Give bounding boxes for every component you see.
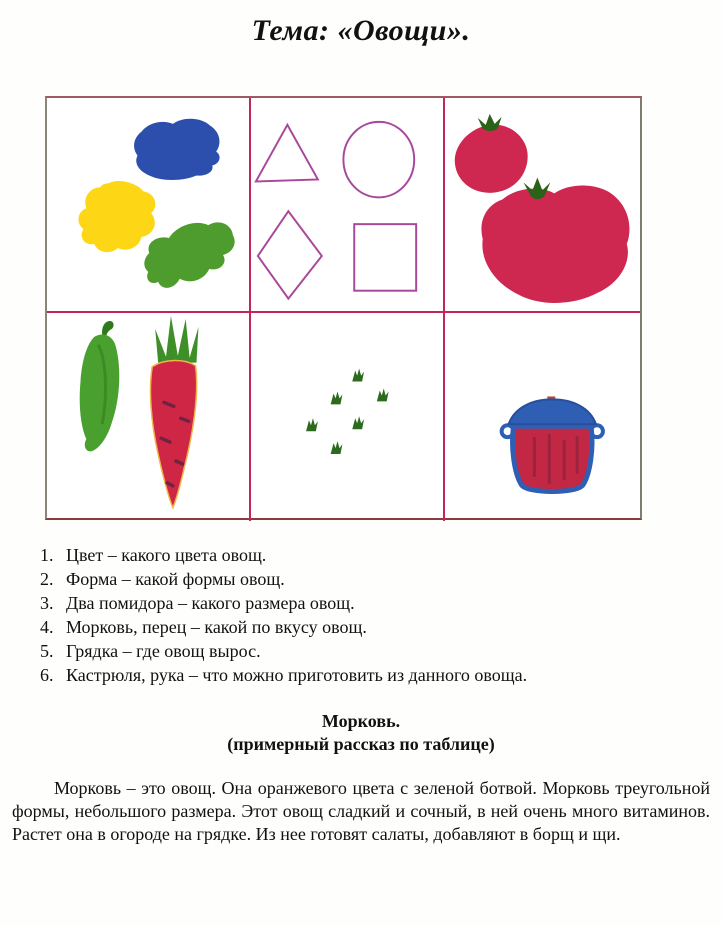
carrot-top-icon — [155, 316, 198, 363]
list-item-text: Грядка – где овощ вырос. — [66, 641, 261, 661]
geometric-shapes-icon — [251, 98, 444, 311]
list-item-number: 4. — [40, 617, 54, 637]
rhombus-icon — [258, 211, 322, 298]
sprouts-group — [306, 368, 389, 453]
pepper-and-carrot-icon — [47, 313, 249, 522]
list-item-number: 1. — [40, 545, 54, 565]
sprout-icon — [306, 418, 318, 431]
question-list — [40, 543, 700, 687]
triangle-icon — [256, 125, 318, 182]
pepper-icon — [80, 334, 120, 451]
page-title: Тема: «Овощи». — [251, 14, 471, 47]
list-item-number: 6. — [40, 665, 54, 685]
cell-pot — [445, 313, 640, 522]
sprout-icon — [330, 441, 342, 454]
list-item — [40, 567, 700, 591]
garden-bed-sprouts-icon — [251, 313, 444, 522]
big-tomato-icon — [482, 186, 630, 303]
list-item-number: 3. — [40, 593, 54, 613]
yellow-blob-icon — [78, 181, 155, 252]
story-title: Морковь. — [321, 711, 401, 731]
list-item-number: 2. — [40, 569, 54, 589]
list-item — [40, 591, 700, 615]
two-tomatoes-icon — [445, 98, 640, 311]
sprout-icon — [376, 388, 388, 401]
list-item-text: Кастрюля, рука – что можно приготовить из данного овоща. — [66, 665, 528, 685]
sprout-icon — [352, 368, 364, 381]
list-item-text: Форма – какой формы овощ. — [66, 569, 285, 589]
cell-garden-bed — [251, 313, 446, 522]
list-item — [40, 615, 700, 639]
vegetable-table — [45, 96, 642, 520]
blue-blob-icon — [134, 119, 220, 180]
story-subtitle: (примерный рассказ по таблице) — [227, 734, 495, 754]
cell-tomatoes — [445, 98, 640, 313]
small-tomato-icon — [455, 125, 528, 193]
list-item-text: Два помидора – какого размера овощ. — [66, 593, 355, 613]
square-icon — [354, 224, 416, 291]
cell-pepper-carrot — [47, 313, 251, 522]
sprout-icon — [330, 391, 342, 404]
list-item-text: Морковь, перец – какой по вкусу овощ. — [66, 617, 367, 637]
cell-shapes — [251, 98, 446, 313]
story-paragraph: Морковь – это овощ. Она оранжевого цвета с зеленой ботвой. Морковь треугольной формы, небольшого размера. Этот овощ сладкий и сочный, в ней очень много витаминов. Растет она в огороде на грядке. Из нее готовят салаты, добавляют в борщ и щи. — [12, 778, 710, 845]
list-item — [40, 543, 700, 567]
sprout-icon — [352, 416, 364, 429]
list-item — [40, 639, 700, 663]
color-blobs-icon — [47, 98, 249, 311]
list-item — [40, 663, 700, 687]
cooking-pot-icon — [445, 313, 640, 522]
pot-lid-icon — [509, 399, 596, 424]
list-item-text: Цвет – какого цвета овощ. — [66, 545, 267, 565]
green-blob-icon — [144, 222, 234, 288]
pot-body-icon — [513, 426, 592, 491]
list-item-number: 5. — [40, 641, 54, 661]
circle-icon — [343, 122, 414, 197]
cell-colors — [47, 98, 251, 313]
